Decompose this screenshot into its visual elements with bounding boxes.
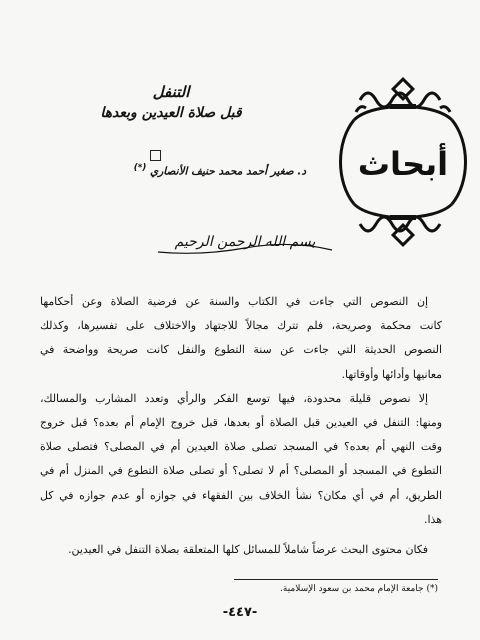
paragraph-line: فكان محتوى البحث عرضاً شاملاً للمسائل كلها المتعلقة بصلاة التنفل في العيدين. [68, 543, 428, 557]
author-name: د. صغير أحمد محمد حنيف الأنصاري [150, 165, 306, 178]
paragraph-line: معانيها وأدائها وأوقاتها. [341, 367, 442, 381]
emblem-ornament [332, 72, 474, 252]
paragraph-line: ومنها: التنفل في العيدين قبل الصلاة أو بعدها، قبل خروج الإمام أم بعده؟ قبل خروج [40, 416, 442, 430]
paragraph-line: إن النصوص التي جاءت في الكتاب والسنة عن فرضية الصلاة وعن أحكامها [40, 295, 428, 308]
paragraph-line: هذا. [424, 512, 442, 526]
paragraph-line: كانت محكمة وصريحة، فلم تترك مجالاً للاجتهاد والاختلاف على تفسيرها، وكذلك [40, 319, 442, 333]
body-text [40, 290, 442, 562]
paragraph-line: الطريق، أم في أي مكان؟ نشأ الخلاف بين الفقهاء في جوازه أو عدم جوازه في كل [40, 488, 442, 502]
paragraph-line: التطوع في المسجد أو المصلى؟ أم لا تصلى؟ أو تصلى صلاة التطوع في المنزل أم في [40, 464, 442, 478]
paragraph-line: وقت النهي أم بعده؟ في المسجد تصلى صلاة العيدين أم في المصلى؟ فتصلى صلاة [40, 440, 442, 454]
footnote: (*) جامعة الإمام محمد بن سعود الإسلامية. [280, 584, 438, 594]
article-title [96, 82, 246, 124]
author-footnote-marker: (*) [133, 163, 147, 173]
title-line-2: قبل صلاة العيدين وبعدها [100, 105, 242, 121]
square-marker [150, 150, 161, 161]
author-line [70, 163, 306, 178]
bismillah-text: بسم الله الرحمن الرحيم [174, 234, 316, 250]
paragraph-line: إلا نصوص قليلة محدودة، فيها توسع الفكر والرأي وتعدد المشارب والمسالك، [40, 391, 428, 405]
bismillah-calligraphy [150, 222, 340, 262]
emblem-label: أبحاث [357, 145, 449, 183]
footnote-divider [234, 579, 438, 580]
title-line-1: التنفل [152, 83, 190, 101]
paragraph-line: النصوص الحديثة التي جاءت عن سنة التطوع والنفل كانت صريحة وواضحة في [40, 343, 442, 357]
page-number: -٤٤٧- [222, 605, 258, 620]
